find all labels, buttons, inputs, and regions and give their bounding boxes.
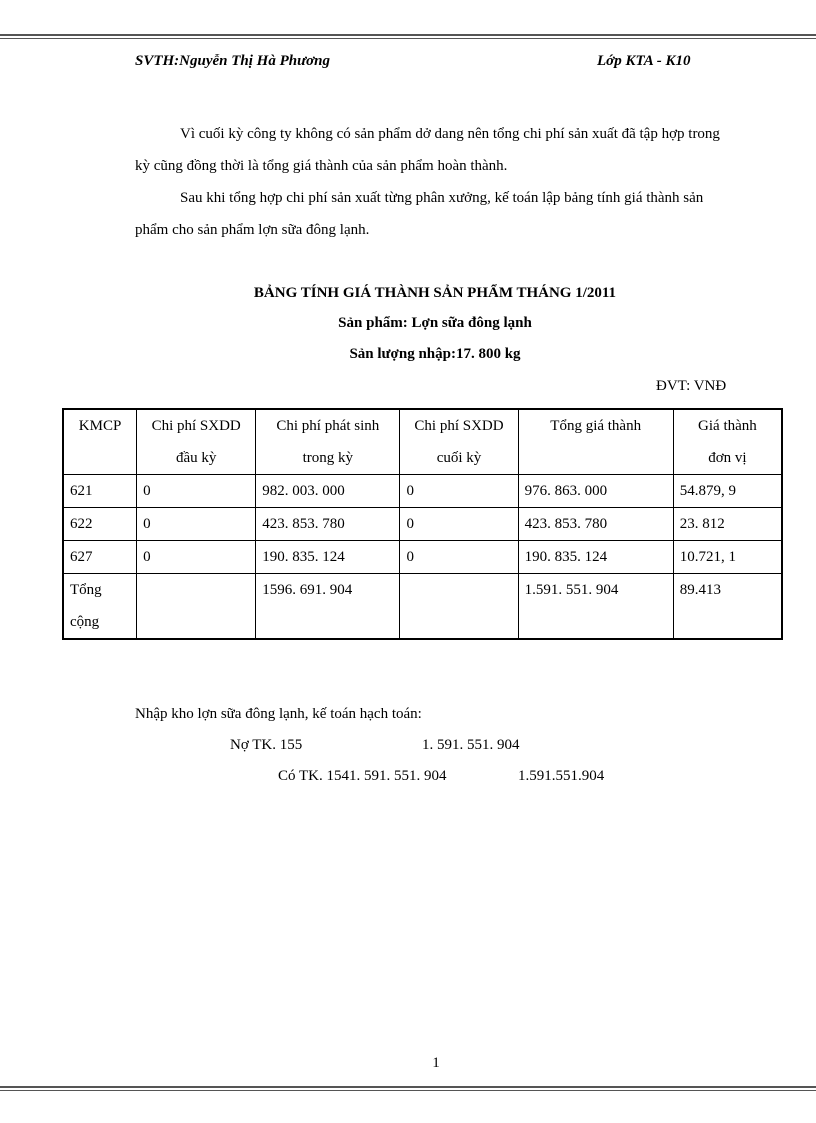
- credit-amount: 1.591.551.904: [518, 768, 605, 784]
- cell-total-cost: 1.591. 551. 904: [518, 574, 673, 640]
- cell-kmcp: 622: [63, 508, 137, 541]
- cell-incurred: 423. 853. 780: [256, 508, 400, 541]
- cell-total: 190. 835. 124: [518, 541, 673, 574]
- cell-unit: 23. 812: [673, 508, 782, 541]
- output-quantity: Sản lượng nhập:17. 800 kg: [349, 346, 521, 362]
- header-kmcp: KMCP: [63, 409, 137, 475]
- debit-amount: 1. 591. 551. 904: [422, 737, 520, 753]
- table-row: [63, 508, 782, 541]
- cell-closing: 0: [400, 508, 518, 541]
- header-class: Lớp KTA - K10: [597, 53, 691, 69]
- cell-opening: 0: [137, 541, 256, 574]
- page-number: 1: [432, 1055, 440, 1071]
- bottom-rule: [0, 1086, 816, 1091]
- cell-total-label: Tổng cộng: [63, 574, 137, 640]
- cell-kmcp: 621: [63, 475, 137, 508]
- header-unit-cost: Giá thành đơn vị: [673, 409, 782, 475]
- top-rule: [0, 34, 816, 39]
- header-incurred-cost: Chi phí phát sinh trong kỳ: [256, 409, 400, 475]
- table-row: [63, 541, 782, 574]
- header-opening-wip: Chi phí SXDD đầu kỳ: [137, 409, 256, 475]
- cell-opening: 0: [137, 508, 256, 541]
- cell-total-opening: [137, 574, 256, 640]
- cell-total: 423. 853. 780: [518, 508, 673, 541]
- table-title: BẢNG TÍNH GIÁ THÀNH SẢN PHẨM THÁNG 1/2011: [253, 285, 617, 301]
- cell-unit: 10.721, 1: [673, 541, 782, 574]
- cell-unit: 54.879, 9: [673, 475, 782, 508]
- cell-total: 976. 863. 000: [518, 475, 673, 508]
- cell-total-unit: 89.413: [673, 574, 782, 640]
- header-closing-wip: Chi phí SXDD cuối kỳ: [400, 409, 518, 475]
- currency-unit: ĐVT: VNĐ: [656, 378, 727, 394]
- cell-closing: 0: [400, 475, 518, 508]
- cell-incurred: 982. 003. 000: [256, 475, 400, 508]
- credit-account: Có TK. 1541. 591. 551. 904: [278, 768, 447, 784]
- cost-table: [62, 408, 783, 640]
- cell-opening: 0: [137, 475, 256, 508]
- table-total-row: [63, 574, 782, 640]
- paragraph-2: Sau khi tổng hợp chi phí sản xuất từng phân xưởng, kế toán lập bảng tính giá thành sản phẩm cho sản phẩm lợn sữa đông lạnh.: [135, 190, 704, 238]
- header-author: SVTH:Nguyễn Thị Hà Phương: [135, 53, 330, 69]
- cell-incurred: 190. 835. 124: [256, 541, 400, 574]
- cell-total-closing: [400, 574, 518, 640]
- paragraph-1: Vì cuối kỳ công ty không có sản phẩm dở dang nên tổng chi phí sản xuất đã tập hợp trong kỳ cũng đồng thời là tổng giá thành của sản phẩm hoàn thành.: [135, 126, 720, 174]
- table-header-row: [63, 409, 782, 475]
- entry-intro: Nhập kho lợn sữa đông lạnh, kế toán hạch toán:: [135, 706, 422, 722]
- header-total-cost: Tổng giá thành: [518, 409, 673, 475]
- cell-kmcp: 627: [63, 541, 137, 574]
- cell-closing: 0: [400, 541, 518, 574]
- debit-account: Nợ TK. 155: [230, 737, 303, 753]
- table-row: [63, 475, 782, 508]
- product-name: Sản phẩm: Lợn sữa đông lạnh: [338, 315, 532, 331]
- cell-total-incurred: 1596. 691. 904: [256, 574, 400, 640]
